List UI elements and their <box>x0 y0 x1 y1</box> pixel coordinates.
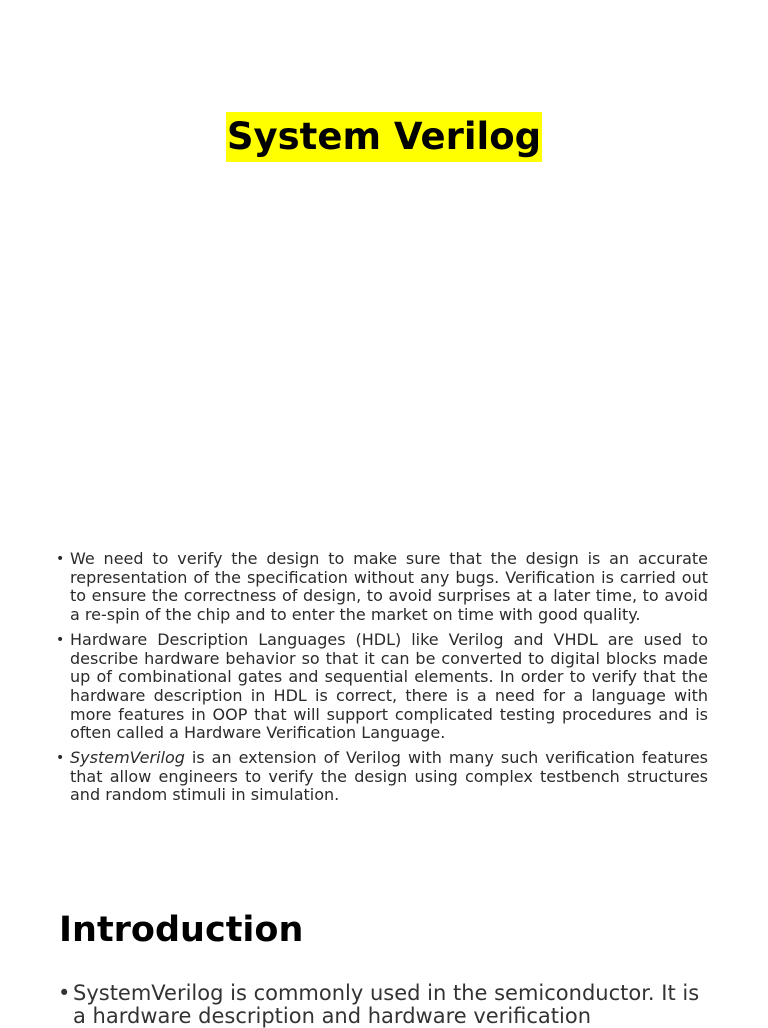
bullet-icon: • <box>56 551 65 567</box>
bullet-text: is an extension of Verilog with many such verification features that allow engineers to verify the design using complex testbench structures and random stimuli in simulation. <box>70 748 708 805</box>
bullet-item <box>56 631 708 743</box>
intro-bullet-list <box>58 982 718 1028</box>
bullet-icon: • <box>56 631 65 648</box>
bullet-icon: • <box>56 750 65 767</box>
slide-title <box>0 112 768 162</box>
intro-bullet-item <box>58 982 718 1028</box>
intro-bullet-text: SystemVerilog is commonly used in the semiconductor. It is a hardware description and hardware verification <box>73 981 700 1028</box>
bullet-text: We need to verify the design to make sure that the design is an accurate representation of the specification without any bugs. Verification is carried out to ensure the correctness of design, to avoid surprises at a later time, to avoid a re-spin of the chip and to enter the market on time with good quality. <box>70 549 708 625</box>
bullet-item <box>56 749 708 805</box>
bullet-emphasis: SystemVerilog <box>70 748 185 768</box>
bullet-list <box>56 550 708 811</box>
slide-title-text: System Verilog <box>226 112 542 162</box>
bullet-item <box>56 550 708 625</box>
bullet-text: Hardware Description Languages (HDL) like Verilog and VHDL are used to describe hardware behavior so that it can be converted to digital blocks made up of combinational gates and sequential elements. In order to verify that the hardware description in HDL is correct, there is a need for a language with more features in OOP that will support complicated testing procedures and is often called a Hardware Verification Language. <box>70 629 708 743</box>
bullet-icon: • <box>58 981 71 1005</box>
section-heading: Introduction <box>59 910 304 950</box>
